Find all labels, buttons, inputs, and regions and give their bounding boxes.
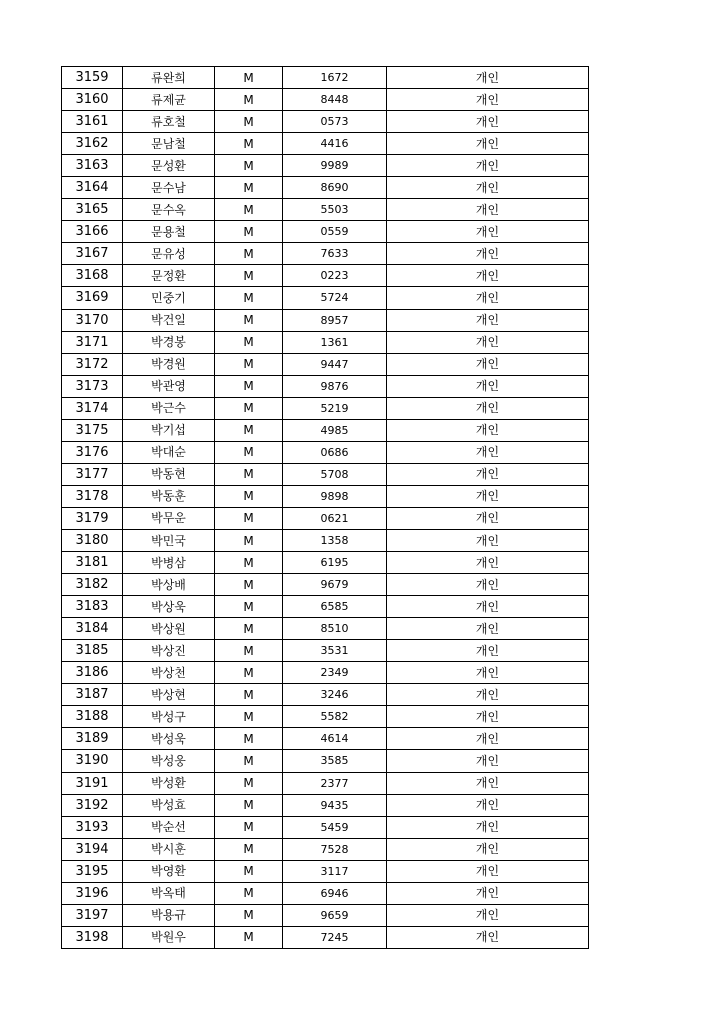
table-row <box>62 177 589 199</box>
name-cell: 박동현 <box>123 463 215 485</box>
table-row <box>62 750 589 772</box>
gender-cell: M <box>215 243 283 265</box>
code-cell: 3246 <box>283 684 387 706</box>
gender-cell: M <box>215 684 283 706</box>
type-cell: 개인 <box>387 463 589 485</box>
type-cell: 개인 <box>387 111 589 133</box>
code-cell: 5708 <box>283 463 387 485</box>
row-number-cell: 3183 <box>62 596 123 618</box>
table-row <box>62 507 589 529</box>
code-cell: 3585 <box>283 750 387 772</box>
type-cell: 개인 <box>387 265 589 287</box>
type-cell: 개인 <box>387 529 589 551</box>
row-number-cell: 3162 <box>62 133 123 155</box>
gender-cell: M <box>215 618 283 640</box>
row-number-cell: 3171 <box>62 331 123 353</box>
code-cell: 7245 <box>283 926 387 948</box>
name-cell: 박민국 <box>123 529 215 551</box>
name-cell: 박옥태 <box>123 882 215 904</box>
table-row <box>62 860 589 882</box>
type-cell: 개인 <box>387 441 589 463</box>
name-cell: 박상욱 <box>123 596 215 618</box>
table-row <box>62 309 589 331</box>
table-row <box>62 111 589 133</box>
type-cell: 개인 <box>387 133 589 155</box>
code-cell: 1361 <box>283 331 387 353</box>
type-cell: 개인 <box>387 419 589 441</box>
type-cell: 개인 <box>387 177 589 199</box>
gender-cell: M <box>215 133 283 155</box>
code-cell: 8957 <box>283 309 387 331</box>
row-number-cell: 3182 <box>62 574 123 596</box>
type-cell: 개인 <box>387 640 589 662</box>
table-row <box>62 485 589 507</box>
code-cell: 5503 <box>283 199 387 221</box>
table-row <box>62 397 589 419</box>
type-cell: 개인 <box>387 397 589 419</box>
row-number-cell: 3170 <box>62 309 123 331</box>
gender-cell: M <box>215 706 283 728</box>
code-cell: 8448 <box>283 89 387 111</box>
row-number-cell: 3191 <box>62 772 123 794</box>
row-number-cell: 3186 <box>62 662 123 684</box>
name-cell: 문수남 <box>123 177 215 199</box>
row-number-cell: 3198 <box>62 926 123 948</box>
code-cell: 3117 <box>283 860 387 882</box>
code-cell: 4416 <box>283 133 387 155</box>
code-cell: 9435 <box>283 794 387 816</box>
code-cell: 9659 <box>283 904 387 926</box>
name-cell: 문유성 <box>123 243 215 265</box>
name-cell: 박관영 <box>123 375 215 397</box>
row-number-cell: 3160 <box>62 89 123 111</box>
code-cell: 6946 <box>283 882 387 904</box>
gender-cell: M <box>215 375 283 397</box>
gender-cell: M <box>215 463 283 485</box>
type-cell: 개인 <box>387 485 589 507</box>
gender-cell: M <box>215 89 283 111</box>
table-row <box>62 529 589 551</box>
gender-cell: M <box>215 750 283 772</box>
row-number-cell: 3184 <box>62 618 123 640</box>
type-cell: 개인 <box>387 574 589 596</box>
type-cell: 개인 <box>387 882 589 904</box>
table-row <box>62 419 589 441</box>
table-row <box>62 706 589 728</box>
gender-cell: M <box>215 838 283 860</box>
table-row <box>62 684 589 706</box>
code-cell: 0686 <box>283 441 387 463</box>
type-cell: 개인 <box>387 287 589 309</box>
name-cell: 문용철 <box>123 221 215 243</box>
name-cell: 박근수 <box>123 397 215 419</box>
gender-cell: M <box>215 199 283 221</box>
table-row <box>62 441 589 463</box>
gender-cell: M <box>215 67 283 89</box>
row-number-cell: 3180 <box>62 529 123 551</box>
code-cell: 4614 <box>283 728 387 750</box>
table-row <box>62 243 589 265</box>
name-cell: 박상진 <box>123 640 215 662</box>
row-number-cell: 3185 <box>62 640 123 662</box>
row-number-cell: 3169 <box>62 287 123 309</box>
code-cell: 0559 <box>283 221 387 243</box>
table-row <box>62 926 589 948</box>
table-row <box>62 618 589 640</box>
type-cell: 개인 <box>387 684 589 706</box>
code-cell: 0573 <box>283 111 387 133</box>
name-cell: 류호철 <box>123 111 215 133</box>
name-cell: 박기섭 <box>123 419 215 441</box>
code-cell: 5219 <box>283 397 387 419</box>
code-cell: 5724 <box>283 287 387 309</box>
table-row <box>62 133 589 155</box>
row-number-cell: 3181 <box>62 552 123 574</box>
row-number-cell: 3174 <box>62 397 123 419</box>
code-cell: 9989 <box>283 155 387 177</box>
type-cell: 개인 <box>387 507 589 529</box>
table-row <box>62 816 589 838</box>
name-cell: 박성구 <box>123 706 215 728</box>
row-number-cell: 3163 <box>62 155 123 177</box>
table-row <box>62 375 589 397</box>
type-cell: 개인 <box>387 199 589 221</box>
row-number-cell: 3196 <box>62 882 123 904</box>
code-cell: 3531 <box>283 640 387 662</box>
type-cell: 개인 <box>387 309 589 331</box>
gender-cell: M <box>215 596 283 618</box>
gender-cell: M <box>215 177 283 199</box>
code-cell: 9447 <box>283 353 387 375</box>
gender-cell: M <box>215 309 283 331</box>
row-number-cell: 3167 <box>62 243 123 265</box>
name-cell: 박건일 <box>123 309 215 331</box>
row-number-cell: 3197 <box>62 904 123 926</box>
name-cell: 박무운 <box>123 507 215 529</box>
row-number-cell: 3188 <box>62 706 123 728</box>
code-cell: 4985 <box>283 419 387 441</box>
code-cell: 1358 <box>283 529 387 551</box>
name-cell: 박성효 <box>123 794 215 816</box>
type-cell: 개인 <box>387 618 589 640</box>
name-cell: 문정환 <box>123 265 215 287</box>
gender-cell: M <box>215 904 283 926</box>
name-cell: 류제균 <box>123 89 215 111</box>
gender-cell: M <box>215 662 283 684</box>
gender-cell: M <box>215 155 283 177</box>
type-cell: 개인 <box>387 838 589 860</box>
row-number-cell: 3195 <box>62 860 123 882</box>
name-cell: 박동훈 <box>123 485 215 507</box>
table-row <box>62 155 589 177</box>
name-cell: 류완희 <box>123 67 215 89</box>
table-row <box>62 89 589 111</box>
row-number-cell: 3172 <box>62 353 123 375</box>
code-cell: 9898 <box>283 485 387 507</box>
name-cell: 박성욱 <box>123 728 215 750</box>
type-cell: 개인 <box>387 243 589 265</box>
type-cell: 개인 <box>387 728 589 750</box>
type-cell: 개인 <box>387 89 589 111</box>
code-cell: 9876 <box>283 375 387 397</box>
table-row <box>62 662 589 684</box>
type-cell: 개인 <box>387 67 589 89</box>
type-cell: 개인 <box>387 794 589 816</box>
code-cell: 5582 <box>283 706 387 728</box>
row-number-cell: 3175 <box>62 419 123 441</box>
row-number-cell: 3176 <box>62 441 123 463</box>
table-row <box>62 794 589 816</box>
gender-cell: M <box>215 485 283 507</box>
gender-cell: M <box>215 728 283 750</box>
name-cell: 문성환 <box>123 155 215 177</box>
gender-cell: M <box>215 574 283 596</box>
type-cell: 개인 <box>387 353 589 375</box>
row-number-cell: 3166 <box>62 221 123 243</box>
type-cell: 개인 <box>387 552 589 574</box>
type-cell: 개인 <box>387 772 589 794</box>
name-cell: 문남철 <box>123 133 215 155</box>
table-row <box>62 199 589 221</box>
gender-cell: M <box>215 111 283 133</box>
name-cell: 박상천 <box>123 662 215 684</box>
row-number-cell: 3192 <box>62 794 123 816</box>
name-cell: 박영환 <box>123 860 215 882</box>
type-cell: 개인 <box>387 155 589 177</box>
name-cell: 박병삼 <box>123 552 215 574</box>
code-cell: 8510 <box>283 618 387 640</box>
gender-cell: M <box>215 926 283 948</box>
code-cell: 7633 <box>283 243 387 265</box>
roster-table-body <box>62 67 589 949</box>
gender-cell: M <box>215 640 283 662</box>
table-row <box>62 882 589 904</box>
code-cell: 6195 <box>283 552 387 574</box>
table-row <box>62 463 589 485</box>
table-row <box>62 265 589 287</box>
table-row <box>62 772 589 794</box>
table-row <box>62 640 589 662</box>
name-cell: 박시훈 <box>123 838 215 860</box>
gender-cell: M <box>215 882 283 904</box>
table-row <box>62 904 589 926</box>
row-number-cell: 3187 <box>62 684 123 706</box>
type-cell: 개인 <box>387 375 589 397</box>
row-number-cell: 3165 <box>62 199 123 221</box>
code-cell: 2349 <box>283 662 387 684</box>
gender-cell: M <box>215 265 283 287</box>
type-cell: 개인 <box>387 221 589 243</box>
gender-cell: M <box>215 419 283 441</box>
row-number-cell: 3177 <box>62 463 123 485</box>
name-cell: 문수옥 <box>123 199 215 221</box>
name-cell: 민중기 <box>123 287 215 309</box>
gender-cell: M <box>215 816 283 838</box>
gender-cell: M <box>215 221 283 243</box>
table-row <box>62 331 589 353</box>
table-row <box>62 552 589 574</box>
type-cell: 개인 <box>387 331 589 353</box>
gender-cell: M <box>215 860 283 882</box>
name-cell: 박용규 <box>123 904 215 926</box>
table-row <box>62 221 589 243</box>
row-number-cell: 3189 <box>62 728 123 750</box>
code-cell: 2377 <box>283 772 387 794</box>
code-cell: 8690 <box>283 177 387 199</box>
table-row <box>62 728 589 750</box>
name-cell: 박상현 <box>123 684 215 706</box>
name-cell: 박상배 <box>123 574 215 596</box>
gender-cell: M <box>215 529 283 551</box>
table-row <box>62 838 589 860</box>
gender-cell: M <box>215 331 283 353</box>
type-cell: 개인 <box>387 904 589 926</box>
gender-cell: M <box>215 353 283 375</box>
type-cell: 개인 <box>387 816 589 838</box>
code-cell: 7528 <box>283 838 387 860</box>
name-cell: 박경봉 <box>123 331 215 353</box>
row-number-cell: 3164 <box>62 177 123 199</box>
code-cell: 0223 <box>283 265 387 287</box>
name-cell: 박원우 <box>123 926 215 948</box>
row-number-cell: 3194 <box>62 838 123 860</box>
row-number-cell: 3173 <box>62 375 123 397</box>
type-cell: 개인 <box>387 926 589 948</box>
row-number-cell: 3179 <box>62 507 123 529</box>
code-cell: 6585 <box>283 596 387 618</box>
type-cell: 개인 <box>387 596 589 618</box>
code-cell: 9679 <box>283 574 387 596</box>
code-cell: 0621 <box>283 507 387 529</box>
row-number-cell: 3190 <box>62 750 123 772</box>
row-number-cell: 3159 <box>62 67 123 89</box>
table-row <box>62 596 589 618</box>
name-cell: 박순선 <box>123 816 215 838</box>
table-row <box>62 287 589 309</box>
type-cell: 개인 <box>387 662 589 684</box>
name-cell: 박성환 <box>123 772 215 794</box>
type-cell: 개인 <box>387 860 589 882</box>
gender-cell: M <box>215 794 283 816</box>
gender-cell: M <box>215 507 283 529</box>
name-cell: 박성웅 <box>123 750 215 772</box>
row-number-cell: 3168 <box>62 265 123 287</box>
gender-cell: M <box>215 287 283 309</box>
name-cell: 박경원 <box>123 353 215 375</box>
table-row <box>62 67 589 89</box>
gender-cell: M <box>215 552 283 574</box>
code-cell: 5459 <box>283 816 387 838</box>
type-cell: 개인 <box>387 706 589 728</box>
type-cell: 개인 <box>387 750 589 772</box>
name-cell: 박상원 <box>123 618 215 640</box>
gender-cell: M <box>215 441 283 463</box>
code-cell: 1672 <box>283 67 387 89</box>
roster-table <box>61 66 589 949</box>
table-row <box>62 574 589 596</box>
row-number-cell: 3193 <box>62 816 123 838</box>
gender-cell: M <box>215 772 283 794</box>
row-number-cell: 3161 <box>62 111 123 133</box>
row-number-cell: 3178 <box>62 485 123 507</box>
name-cell: 박대순 <box>123 441 215 463</box>
gender-cell: M <box>215 397 283 419</box>
table-row <box>62 353 589 375</box>
